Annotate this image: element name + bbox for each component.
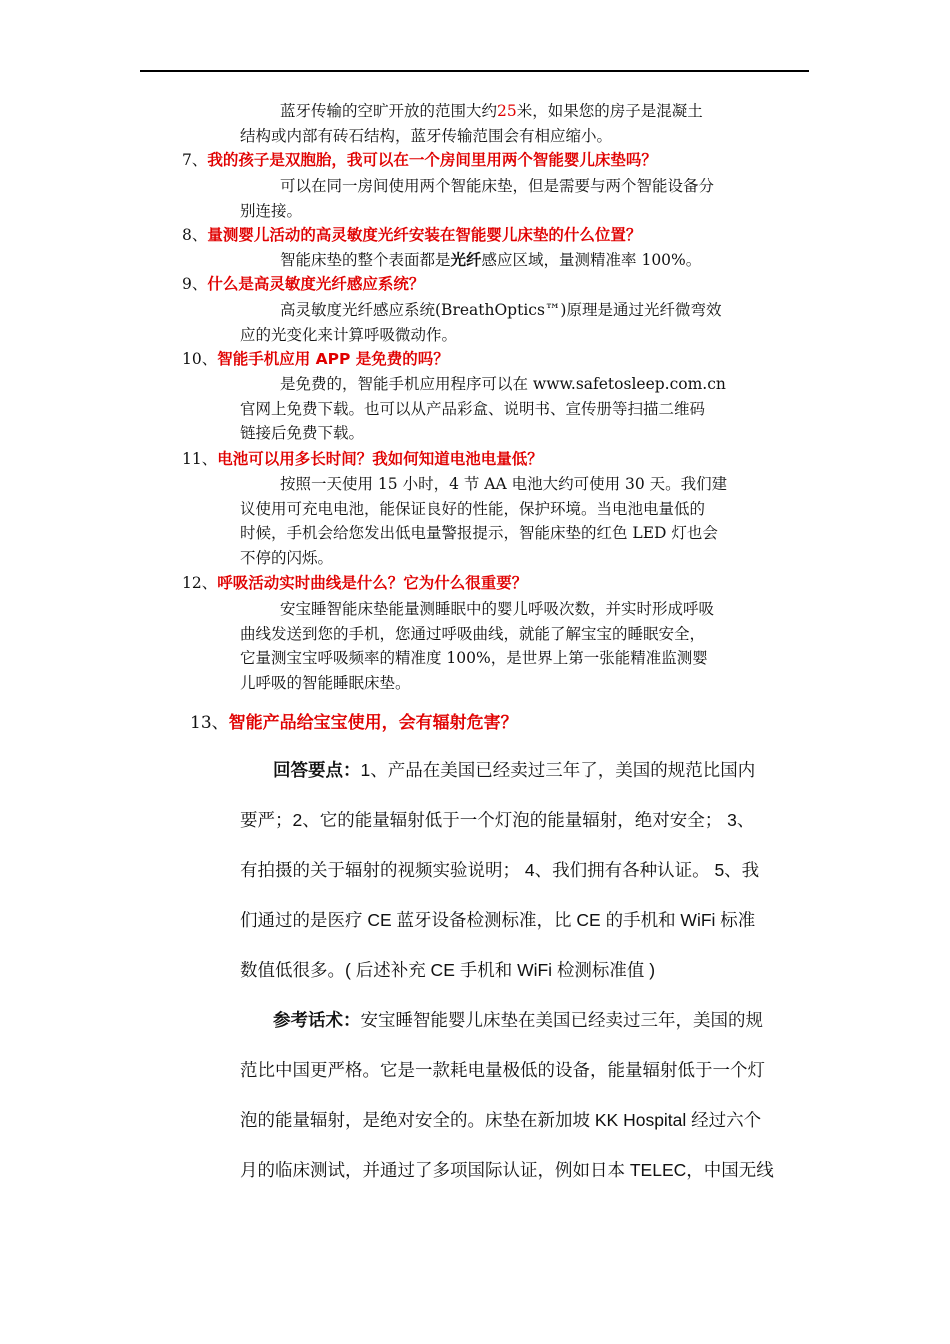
header-rule <box>140 70 809 72</box>
question-10: 10、智能手机应用 APP 是免费的吗？ <box>182 350 449 368</box>
reference-script: 参考话术：安宝睡智能婴儿床垫在美国已经卖过三年，美国的规 范比中国更严格。它是一款耗电量极低的设备，能量辐射低于一个灯 泡的能量辐射，是绝对安全的。床垫在新加坡 KK Hospital 经过六个 月的临床测试，并通过了多项国际认证，例如日本 TELEC，中国无线 <box>240 1010 774 1180</box>
question-12: 12、呼吸活动实时曲线是什么？它为什么很重要？ <box>182 574 528 592</box>
intro-line-1: 蓝牙传输的空旷开放的范围大约25米，如果您的房子是混凝土 <box>280 102 703 120</box>
answer-10: 是免费的，智能手机应用程序可以在 www.safetosleep.com.cn 官网上免费下载。也可以从产品彩盒、说明书、宣传册等扫描二维码 链接后免费下载。 <box>240 375 726 442</box>
answer-7: 可以在同一房间使用两个智能床垫，但是需要与两个智能设备分 别连接。 <box>240 177 715 220</box>
intro-paragraph <box>240 99 812 148</box>
answer-9: 高灵敏度光纤感应系统(BreathOptics™)原理是通过光纤微弯效 应的光变化来计算呼吸微动作。 <box>240 301 722 344</box>
question-11: 11、电池可以用多长时间？我如何知道电池电量低？ <box>182 450 543 468</box>
answer-12: 安宝睡智能床垫能量测睡眠中的婴儿呼吸次数，并实时形成呼吸 曲线发送到您的手机，您通过呼吸曲线，就能了解宝宝的睡眠安全， 它量测宝宝呼吸频率的精准度 100%，是世界上第一张能精准监测婴 儿呼吸的智能睡眠床垫。 <box>240 600 715 692</box>
question-13: 13、智能产品给宝宝使用，会有辐射危害？ <box>190 713 518 733</box>
intro-line-2: 结构或内部有砖石结构，蓝牙传输范围会有相应缩小。 <box>240 126 613 145</box>
answer-points: 回答要点：1、产品在美国已经卖过三年了，美国的规范比国内 要严；2、它的能量辐射低于一个灯泡的能量辐射，绝对安全； 3、 有拍摄的关于辐射的视频实验说明； 4、我们拥有各种认证。 5、我 们通过的是医疗 CE 蓝牙设备检测标准，比 CE 的手机和 WiFi 标准 数值低很多。( 后述补充 CE 手机和 WiFi 检测标准值 ) <box>240 760 760 980</box>
answer-11: 按照一天使用 15 小时，4 节 AA 电池大约可使用 30 天。我们建 议使用可充电电池，能保证良好的性能，保护环境。当电池电量低的 时候，手机会给您发出低电量警报提示，智能床垫的红色 LED 灯也会 不停的闪烁。 <box>240 475 728 567</box>
answer-points-lead: 回答要点： <box>273 760 361 780</box>
question-9: 9、什么是高灵敏度光纤感应系统？ <box>182 275 425 293</box>
reference-script-lead: 参考话术： <box>273 1010 361 1030</box>
question-8: 8、量测婴儿活动的高灵敏度光纤安装在智能婴儿床垫的什么位置？ <box>182 226 642 244</box>
answer-8: 智能床垫的整个表面都是光纤感应区域，量测精准率 100%。 <box>280 250 702 269</box>
question-7: 7、我的孩子是双胞胎，我可以在一个房间里用两个智能婴儿床垫吗？ <box>182 151 657 169</box>
